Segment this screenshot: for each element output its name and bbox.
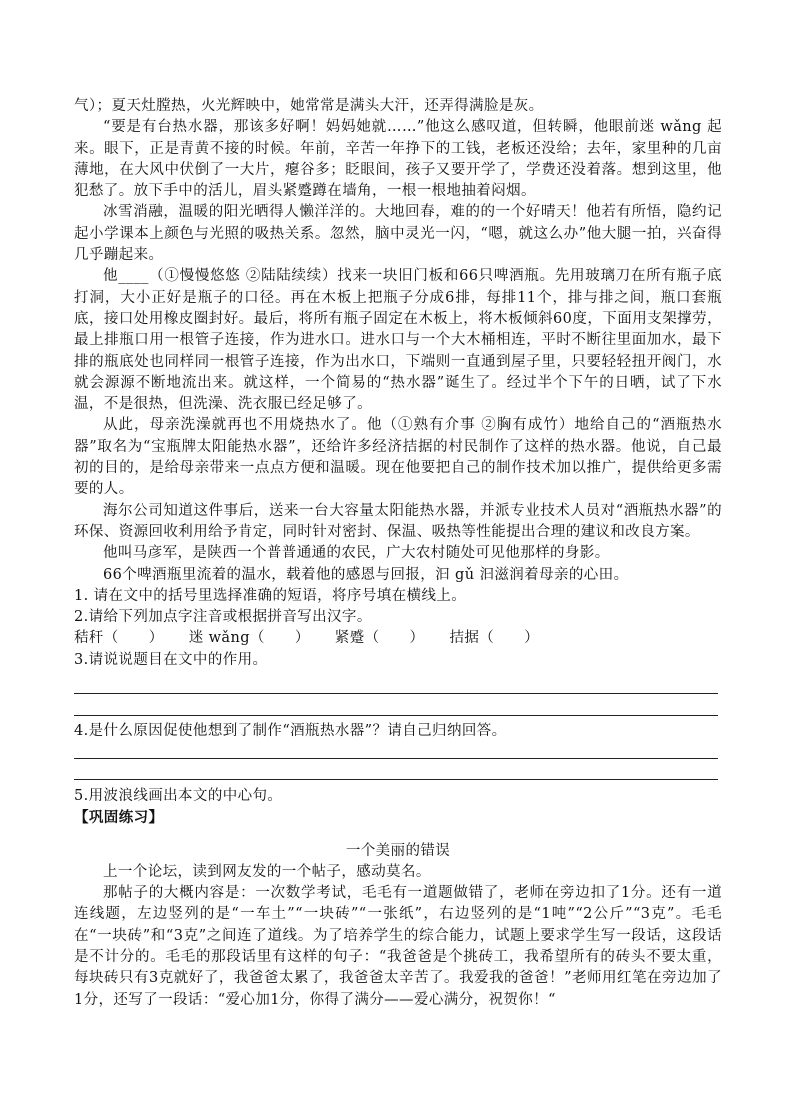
reading-passage — [74, 96, 722, 671]
question-2: 2.请给下列加点字注音或根据拼音写出汉字。 — [74, 609, 372, 626]
passage-paragraph-7: 66个啤酒瓶里流着的温水，载着他的感恩与回报，汩 gǔ 汩滋润着母亲的心田。 — [103, 566, 629, 583]
passage-paragraph-4: 从此，母亲洗澡就再也不用烧热水了。他（①熟有介事 ②胸有成竹）地给自己的“酒瓶热水器”取名为“宝瓶牌太阳能热水器”，还给许多经济拮据的村民制作了这样的热水器。他说，自己最初的目的，是给母亲带来一点点方便和温暖。现在他要把自己的制作技术加以推广，提供给更多需要的人。 — [74, 417, 722, 498]
practice-section — [74, 786, 722, 1011]
answer-line-q4-1[interactable] — [74, 758, 718, 759]
answer-line-q4-2[interactable] — [74, 779, 718, 780]
passage-paragraph-6: 他叫马彦军，是陕西一个普普通通的农民，广大农村随处可见他那样的身影。 — [103, 545, 610, 562]
question-5: 5.用波浪线画出本文的中心句。 — [74, 788, 283, 804]
essay-title: 一个美丽的错误 — [345, 842, 451, 859]
answer-line-q3-2[interactable] — [74, 715, 718, 716]
essay-paragraph-0: 上一个论坛，读到网友发的一个帖子，感动莫名。 — [103, 863, 431, 880]
essay-paragraph-1: 那帖子的大概内容是：一次数学考试，毛毛有一道题做错了，老师在旁边扣了1分。还有一道连线题，左边竖列的是“一车土”“一块砖”“一张纸”，右边竖列的是“1吨”“2公斤”“3克”。毛毛在“一块砖”和“3克”之间连了道线。为了培养学生的综合能力，试题上要求学生写一段话，这段话是不计分的。毛毛的那段话里有这样的句子：“我爸爸是个挑砖工，我希望所有的砖头不要太重，每块砖只有3克就好了，我爸爸太累了，我爸爸太辛苦了。我爱我的爸爸！”老师用红笔在旁边加了1分，还写了一段话：“爱心加1分，你得了满分——爱心满分，祝贺你！“ — [74, 885, 722, 1008]
practice-heading: 【巩固练习】 — [74, 809, 164, 827]
passage-paragraph-5: 海尔公司知道这件事后，送来一台大容量太阳能热水器，并派专业技术人员对“酒瓶热水器”的环保、资源回收利用给予肯定，同时针对密封、保温、吸热等性能提出合理的建议和改良方案。 — [74, 502, 722, 540]
passage-paragraph-1: “要是有台热水器，那该多好啊！妈妈她就……”他这么感叹道，但转瞬，他眼前迷 wǎng 起来。眼下，正是青黄不接的时候。年前，辛苦一年挣下的工钱，老板还没给；去年，家里种的几亩薄地，在大风中伏倒了一大片，瘪谷多；眨眼间，孩子又要开学了，学费还没着落。想到这里，他犯愁了。放下手中的活儿，眉头紧蹙蹲在墙角，一根一根地抽着闷烟。 — [74, 119, 722, 200]
passage-paragraph-3: 他____（①慢慢悠悠 ②陆陆续续）找来一块旧门板和66只啤酒瓶。先用玻璃刀在所有瓶子底打洞，大小正好是瓶子的口径。再在木板上把瓶子分成6排，每排11个，排与排之间，瓶口套瓶底，接口处用橡皮圈封好。最后，将所有瓶子固定在木板上，将木板倾斜60度，下面用支架撑劳，最上排瓶口用一根管子连接，作为进水口。进水口与一个大木桶相连，平时不断往里面加水，最下排的瓶底处也同样同一根管子连接，作为出水口，下端则一直通到屋子里，只要轻轻扭开阀门，水就会源源不断地流出来。就这样，一个简易的“热水器”诞生了。经过半个下午的日晒，试了下水温，不是很热，但洗澡、洗衣服已经足够了。 — [74, 268, 722, 413]
passage-paragraph-2: 冰雪消融，温暖的阳光晒得人懒洋洋的。大地回春，难的的一个好晴天！他若有所悟，隐约记起小学课本上颜色与光照的吸热关系。忽然，脑中灵光一闪，“嗯，就这么办”他大腿一拍，兴奋得几乎蹦起来。 — [74, 204, 722, 264]
question-3: 3.请说说题目在文中的作用。 — [74, 651, 268, 668]
question-4: 4.是什么原因促使他想到了制作“酒瓶热水器”？请自己归纳回答。 — [74, 723, 507, 739]
passage-paragraph-0: 气）；夏天灶膛热，火光辉映中，她常常是满头大汗，还弄得满脸是灰。 — [74, 98, 544, 114]
question-2-items: 秸秆（ ） 迷 wǎng（ ） 紧蹙（ ） 拮据（ ） — [74, 630, 540, 647]
answer-line-q3-1[interactable] — [74, 693, 718, 694]
question-1: 1. 请在文中的括号里选择准确的短语，将序号填在横线上。 — [74, 587, 467, 604]
question-4-block — [74, 721, 722, 742]
